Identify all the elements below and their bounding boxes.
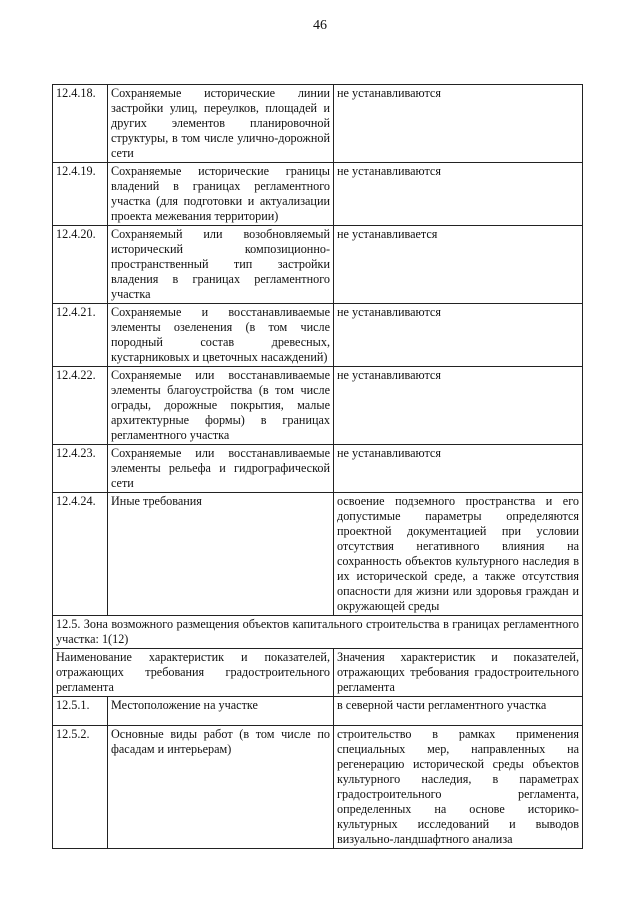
row-number: 12.4.21.	[53, 304, 108, 367]
table-row	[53, 726, 583, 849]
header-row	[53, 649, 583, 697]
table-row	[53, 445, 583, 493]
row-value: строительство в рамках применения специальных мер, направленных на регенерацию исторической среды объектов культурного наследия, в параметрах градостроительного регламента, определенных на основе историко-культурных исследований и выводов визуально-ландшафтного анализа	[334, 726, 583, 849]
row-name: Иные требования	[108, 493, 334, 616]
column-header-name: Наименование характеристик и показателей, отражающих требования градостроительного регламента	[53, 649, 334, 697]
row-value: не устанавливаются	[334, 163, 583, 226]
row-number: 12.4.19.	[53, 163, 108, 226]
page-number: 46	[313, 18, 327, 33]
row-value: не устанавливается	[334, 226, 583, 304]
row-number: 12.4.18.	[53, 85, 108, 163]
row-number: 12.4.23.	[53, 445, 108, 493]
row-value: не устанавливаются	[334, 367, 583, 445]
row-name: Сохраняемые и восстанавливаемые элементы озеленения (в том числе породный состав древесных, кустарниковых и цветочных насаждений)	[108, 304, 334, 367]
column-header-value: Значения характеристик и показателей, отражающих требования градостроительного регламента	[334, 649, 583, 697]
section-row	[53, 616, 583, 649]
row-number: 12.4.24.	[53, 493, 108, 616]
row-value: не устанавливаются	[334, 85, 583, 163]
table-row	[53, 163, 583, 226]
table-row	[53, 304, 583, 367]
regulation-table	[52, 84, 583, 849]
row-number: 12.4.20.	[53, 226, 108, 304]
row-number: 12.5.1.	[53, 697, 108, 726]
row-number: 12.5.2.	[53, 726, 108, 849]
table-row	[53, 226, 583, 304]
row-name: Сохраняемые исторические границы владений в границах регламентного участка (для подготовки и актуализации проекта межевания территории)	[108, 163, 334, 226]
table-row	[53, 367, 583, 445]
row-name: Сохраняемые или восстанавливаемые элементы благоустройства (в том числе ограды, дорожные покрытия, малые архитектурные формы) в границах регламентного участка	[108, 367, 334, 445]
table-row	[53, 85, 583, 163]
row-value: в северной части регламентного участка	[334, 697, 583, 726]
table-row	[53, 697, 583, 726]
row-name: Сохраняемый или возобновляемый исторический композиционно-пространственный тип застройки владения в границах регламентного участка	[108, 226, 334, 304]
row-name: Сохраняемые исторические линии застройки улиц, переулков, площадей и других элементов планировочной структуры, в том числе улично-дорожной сети	[108, 85, 334, 163]
section-title: 12.5. Зона возможного размещения объектов капитального строительства в границах регламентного участка: 1(12)	[53, 616, 583, 649]
row-value: освоение подземного пространства и его допустимые параметры определяются проектной документацией при условии отсутствия негативного влияния на сохранность объектов культурного наследия в их исторической среде, а также отсутствия опасности для жизни или здоровья граждан и окружающей среды	[334, 493, 583, 616]
row-number: 12.4.22.	[53, 367, 108, 445]
row-value: не устанавливаются	[334, 304, 583, 367]
row-name: Сохраняемые или восстанавливаемые элементы рельефа и гидрографической сети	[108, 445, 334, 493]
row-name: Местоположение на участке	[108, 697, 334, 726]
row-name: Основные виды работ (в том числе по фасадам и интерьерам)	[108, 726, 334, 849]
row-value: не устанавливаются	[334, 445, 583, 493]
table-row	[53, 493, 583, 616]
